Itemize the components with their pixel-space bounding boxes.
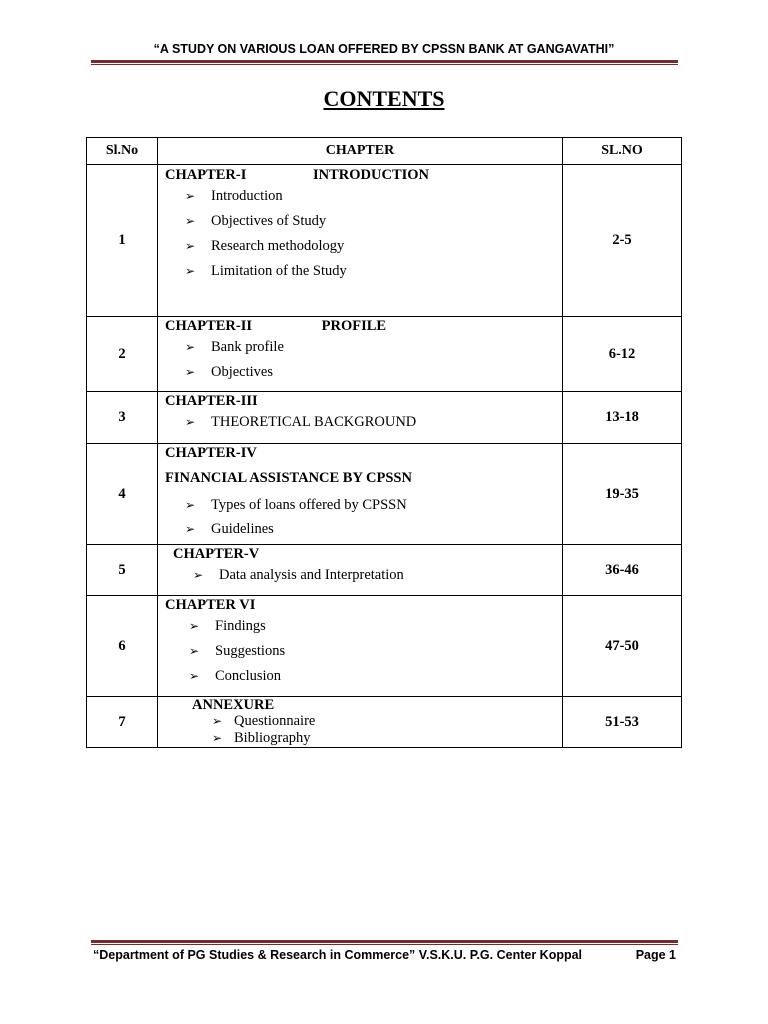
row-number: 4	[87, 444, 158, 545]
arrow-bullet-icon: ➢	[185, 498, 196, 512]
list-item-text: Conclusion	[215, 668, 282, 684]
chapter-title	[192, 697, 562, 713]
chapter-subtitle: FINANCIAL ASSISTANCE BY CPSSN	[165, 470, 412, 486]
row-number: 2	[87, 317, 158, 392]
list-item	[165, 494, 562, 517]
list-item-text: Guidelines	[211, 521, 274, 537]
chapter-title	[165, 166, 562, 184]
table-row	[87, 317, 682, 392]
contents-table	[86, 137, 682, 748]
chapter-cell	[158, 392, 563, 444]
chapter-label: CHAPTER-III	[165, 393, 258, 409]
page-range: 6-12	[563, 317, 682, 392]
list-item	[173, 563, 562, 588]
list-item-text: Bank profile	[211, 339, 284, 355]
page-range: 13-18	[563, 392, 682, 444]
list-item	[165, 234, 562, 259]
row-number: 3	[87, 392, 158, 444]
page-range: 47-50	[563, 596, 682, 697]
footer-rule	[91, 940, 678, 943]
arrow-bullet-icon: ➢	[185, 415, 196, 429]
list-item-text: Questionnaire	[234, 713, 316, 729]
list-item-text: Data analysis and Interpretation	[219, 567, 404, 583]
arrow-bullet-icon: ➢	[185, 264, 196, 278]
list-item	[165, 410, 562, 435]
header-rule-thin	[91, 64, 678, 65]
row-number: 1	[87, 165, 158, 317]
table-row	[87, 392, 682, 444]
arrow-bullet-icon: ➢	[212, 731, 223, 745]
chapter-cell	[158, 165, 563, 317]
header-rule	[91, 60, 678, 63]
chapter-title	[165, 392, 562, 410]
table-header-row	[87, 138, 682, 165]
table-row	[87, 697, 682, 748]
list-item	[165, 259, 562, 284]
list-item-text: Research methodology	[211, 238, 345, 254]
list-item	[165, 517, 562, 542]
table-row	[87, 545, 682, 596]
list-item	[165, 209, 562, 234]
list-item	[165, 335, 562, 360]
page-title: CONTENTS	[323, 86, 445, 111]
chapter-cell	[158, 317, 563, 392]
list-item-text: THEORETICAL BACKGROUND	[211, 414, 417, 430]
chapter-label: CHAPTER-I	[165, 167, 247, 183]
list-item-text: Suggestions	[215, 643, 286, 659]
chapter-subtitle: PROFILE	[321, 318, 387, 334]
column-header-page: SL.NO	[563, 138, 682, 165]
footer-department: “Department of PG Studies & Research in Commerce” V.S.K.U. P.G. Center Koppal	[93, 948, 583, 962]
list-item-text: Findings	[215, 618, 266, 634]
chapter-title	[173, 545, 562, 563]
list-item	[192, 730, 562, 747]
page-range: 36-46	[563, 545, 682, 596]
list-item-text: Types of loans offered by CPSSN	[211, 497, 407, 513]
arrow-bullet-icon: ➢	[185, 189, 196, 203]
footer-rule-thin	[91, 944, 678, 945]
chapter-title	[165, 596, 562, 614]
list-item	[192, 713, 562, 730]
page-range: 19-35	[563, 444, 682, 545]
list-item	[165, 184, 562, 209]
chapter-label: CHAPTER VI	[165, 597, 256, 613]
page-range: 2-5	[563, 165, 682, 317]
column-header-chapter: CHAPTER	[158, 138, 563, 165]
table-row	[87, 444, 682, 545]
chapter-title	[165, 317, 562, 335]
table-row	[87, 596, 682, 697]
chapter-subtitle: INTRODUCTION	[313, 167, 430, 183]
arrow-bullet-icon: ➢	[185, 239, 196, 253]
list-item	[165, 614, 562, 639]
row-number: 6	[87, 596, 158, 697]
list-item	[165, 360, 562, 385]
list-item-text: Objectives	[211, 364, 274, 380]
chapter-cell	[158, 444, 563, 545]
arrow-bullet-icon: ➢	[185, 522, 196, 536]
list-item-text: Bibliography	[234, 730, 311, 746]
arrow-bullet-icon: ➢	[189, 669, 200, 683]
chapter-label: ANNEXURE	[192, 697, 275, 713]
column-header-slno: Sl.No	[87, 138, 158, 165]
table-row	[87, 165, 682, 317]
arrow-bullet-icon: ➢	[212, 714, 223, 728]
running-header: “A STUDY ON VARIOUS LOAN OFFERED BY CPSSN BANK AT GANGAVATHI”	[153, 42, 615, 56]
page-number: Page 1	[635, 948, 676, 962]
row-number: 5	[87, 545, 158, 596]
chapter-cell	[158, 596, 563, 697]
chapter-cell	[158, 697, 563, 748]
arrow-bullet-icon: ➢	[185, 214, 196, 228]
list-item-text: Objectives of Study	[211, 213, 327, 229]
arrow-bullet-icon: ➢	[189, 644, 200, 658]
chapter-label: CHAPTER-II	[165, 318, 253, 334]
arrow-bullet-icon: ➢	[185, 340, 196, 354]
list-item	[165, 664, 562, 689]
arrow-bullet-icon: ➢	[193, 568, 204, 582]
chapter-label: CHAPTER-IV	[165, 445, 257, 461]
list-item	[165, 639, 562, 664]
arrow-bullet-icon: ➢	[189, 619, 200, 633]
list-item-text: Introduction	[211, 188, 283, 204]
page-range: 51-53	[563, 697, 682, 748]
row-number: 7	[87, 697, 158, 748]
chapter-label: CHAPTER-V	[173, 546, 260, 562]
chapter-title	[165, 444, 562, 462]
arrow-bullet-icon: ➢	[185, 365, 196, 379]
list-item-text: Limitation of the Study	[211, 263, 347, 279]
chapter-cell	[158, 545, 563, 596]
